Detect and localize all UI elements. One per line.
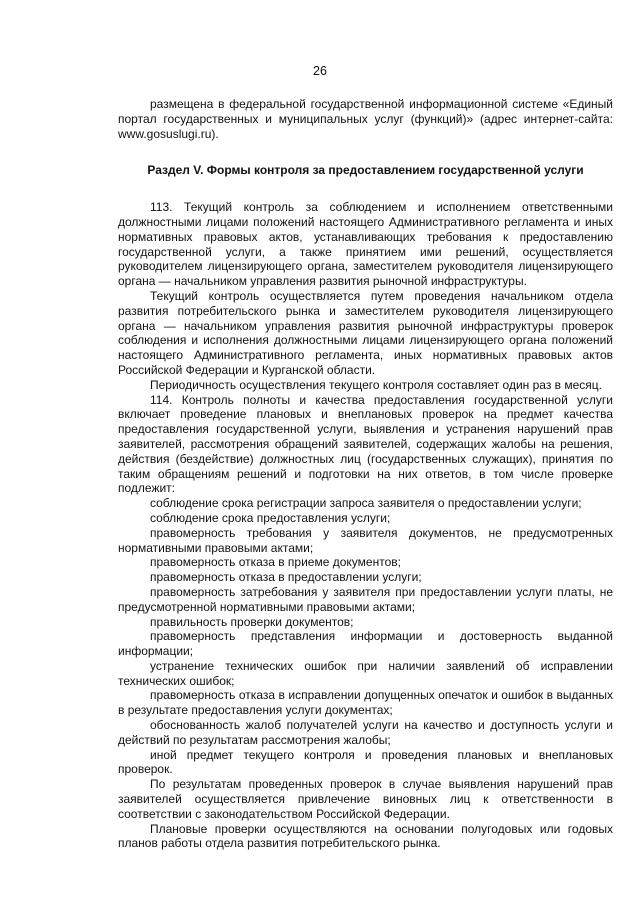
document-body <box>118 97 613 851</box>
list-item: правильность проверки документов; <box>150 614 354 629</box>
list-item: правомерность отказа в предоставлении услуги; <box>150 570 422 585</box>
page-number: 26 <box>313 64 327 78</box>
list-item: соблюдение срока регистрации запроса заявителя о предоставлении услуги; <box>150 496 582 511</box>
list-item: иной предмет текущего контроля и проведения плановых и внеплановых проверок. <box>118 747 613 777</box>
list-item: правомерность затребования у заявителя при предоставлении услуги платы, не предусмотренной нормативными правовыми актами; <box>118 584 613 614</box>
paragraph: По результатам проведенных проверок в случае выявления нарушений прав заявителей осуществляется привлечение виновных лиц к ответственности в соответствии с законодательством Российской Федерации. <box>118 777 613 821</box>
list-item: обоснованность жалоб получателей услуги на качество и доступность услуги и действий по результатам рассмотрения жалобы; <box>118 718 613 747</box>
list-item: соблюдение срока предоставления услуги; <box>150 510 391 525</box>
paragraph: Плановые проверки осуществляются на основании полугодовых или годовых планов работы отдела развития потребительского рынка. <box>118 821 613 851</box>
list-item: правомерность отказа в исправлении допущенных опечаток и ошибок в выданных в результате предоставления услуги документах; <box>118 688 613 718</box>
paragraph: 114. Контроль полноты и качества предоставления государственной услуги включает проведение плановых и внеплановых проверок на предмет качества предоставления государственной услуги, выявления и устранения нарушений прав заявителей, рассмотрения обращений заявителей, содержащих жалобы на решения, действия (бездействие) должностных лиц (государственных служащих), принятия по таким обращениям решений и подготовки на них ответов, в том числе проверке подлежит: <box>118 392 613 496</box>
list-item: правомерность требования у заявителя документов, не предусмотренных нормативными правовыми актами; <box>118 525 613 555</box>
paragraph: Текущий контроль осуществляется путем проведения начальником отдела развития потребительского рынка и заместителем руководителя лицензирующего органа — начальником управления развития рыночной инфраструктуры проверок соблюдения и исполнения должностными лицами лицензирующего органа положений настоящего Административного регламента, иных нормативных правовых актов Российской Федерации и Курганской области. <box>118 288 613 377</box>
paragraph: Периодичность осуществления текущего контроля составляет один раз в месяц. <box>150 377 603 392</box>
paragraph: 113. Текущий контроль за соблюдением и исполнением ответственными должностными лицами положений настоящего Административного регламента и иных нормативных правовых актов, устанавливающих требования к предоставлению государственной услуги, а также принятием ими решений, осуществляется руководителем лицензирующего органа, заместителем руководителя лицензирующего органа — начальником управления развития рыночной инфраструктуры. <box>118 200 613 289</box>
intro-paragraph: размещена в федеральной государственной информационной системе «Единый портал государственных и муниципальных услуг (функций)» (адрес интернет-сайта: www.gosuslugi.ru). <box>118 97 613 141</box>
list-item: устранение технических ошибок при наличии заявлений об исправлении технических ошибок; <box>118 658 613 688</box>
section-heading: Раздел V. Формы контроля за предоставлением государственной услуги <box>147 163 584 178</box>
list-item: правомерность отказа в приеме документов; <box>150 555 401 570</box>
list-item: правомерность представления информации и достоверность выданной информации; <box>118 629 613 659</box>
